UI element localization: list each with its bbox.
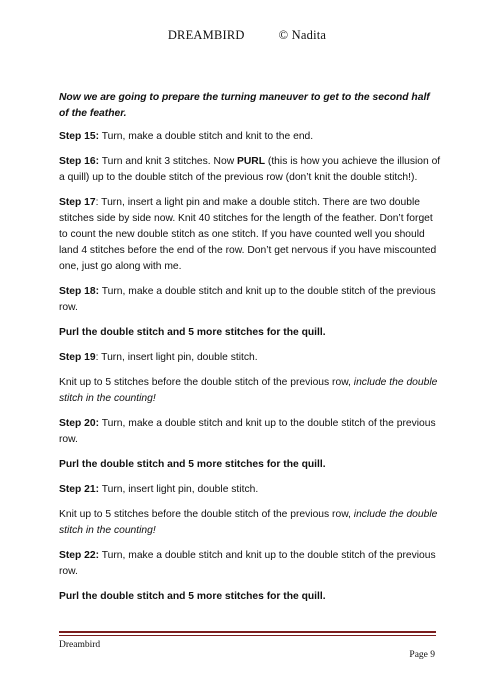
step-text: : Turn, insert a light pin and make a double stitch. There are two double stitches side by side now. Knit 40 stitches for the length of the feather. Don’t forget to count the new double stitch as one stitch. If you have counted well you should land 4 stitches before the end of the row. Don’t get nervous if you have miscounted one, just go along with me. [59, 197, 437, 272]
step-15 [59, 129, 441, 145]
step-label: Step 19 [59, 352, 96, 363]
copyright-notice: © Nadita [278, 28, 327, 42]
page-header [0, 28, 494, 43]
step-22 [59, 548, 441, 580]
step-text: Turn, insert light pin, double stitch. [99, 484, 259, 495]
step-label: Step 17 [59, 197, 96, 208]
knit-instruction: Knit up to 5 stitches before the double stitch of the previous row, include the double stitch in the counting! [59, 509, 438, 536]
step-text: Turn, make a double stitch and knit to the end. [99, 131, 314, 142]
knit-instruction: Knit up to 5 stitches before the double stitch of the previous row, include the double stitch in the counting! [59, 377, 438, 404]
purl-instruction: Purl the double stitch and 5 more stitches for the quill. [59, 459, 326, 470]
purl-emphasis: PURL [237, 156, 266, 167]
purl-instruction: Purl the double stitch and 5 more stitches for the quill. [59, 591, 326, 602]
step-21 [59, 482, 441, 498]
step-label: Step 22: [59, 550, 100, 561]
step-19 [59, 350, 441, 366]
step-text: Turn, make a double stitch and knit up to the double stitch of the previous row. [59, 286, 436, 313]
step-20 [59, 416, 441, 448]
document-title: DREAMBIRD [167, 28, 245, 42]
step-17 [59, 195, 441, 275]
footer-rule-thin [59, 635, 436, 636]
purl-instruction: Purl the double stitch and 5 more stitches for the quill. [59, 327, 326, 338]
step-16: Step 16: Turn and knit 3 stitches. Now PURL (this is how you achieve the illusion of a quill) up to the double stitch of the previous row (don’t knit the double stitch!). [59, 156, 441, 183]
step-label: Step 21: [59, 484, 100, 495]
page-body [59, 90, 441, 614]
step-label: Step 20: [59, 418, 100, 429]
page-number: Page 9 [409, 650, 435, 660]
step-text: : Turn, insert light pin, double stitch. [95, 352, 258, 363]
step-text: Turn, make a double stitch and knit up to the double stitch of the previous row. [59, 550, 436, 577]
footer-rule-thick [59, 631, 436, 633]
step-label: Step 18: [59, 286, 100, 297]
footer-title: Dreambird [59, 640, 101, 650]
step-text: Turn, make a double stitch and knit up to the double stitch of the previous row. [59, 418, 436, 445]
step-label: Step 16: [59, 156, 100, 167]
step-label: Step 15: [59, 131, 100, 142]
step-18 [59, 284, 441, 316]
intro-paragraph: Now we are going to prepare the turning maneuver to get to the second half of the feather. [59, 92, 430, 119]
